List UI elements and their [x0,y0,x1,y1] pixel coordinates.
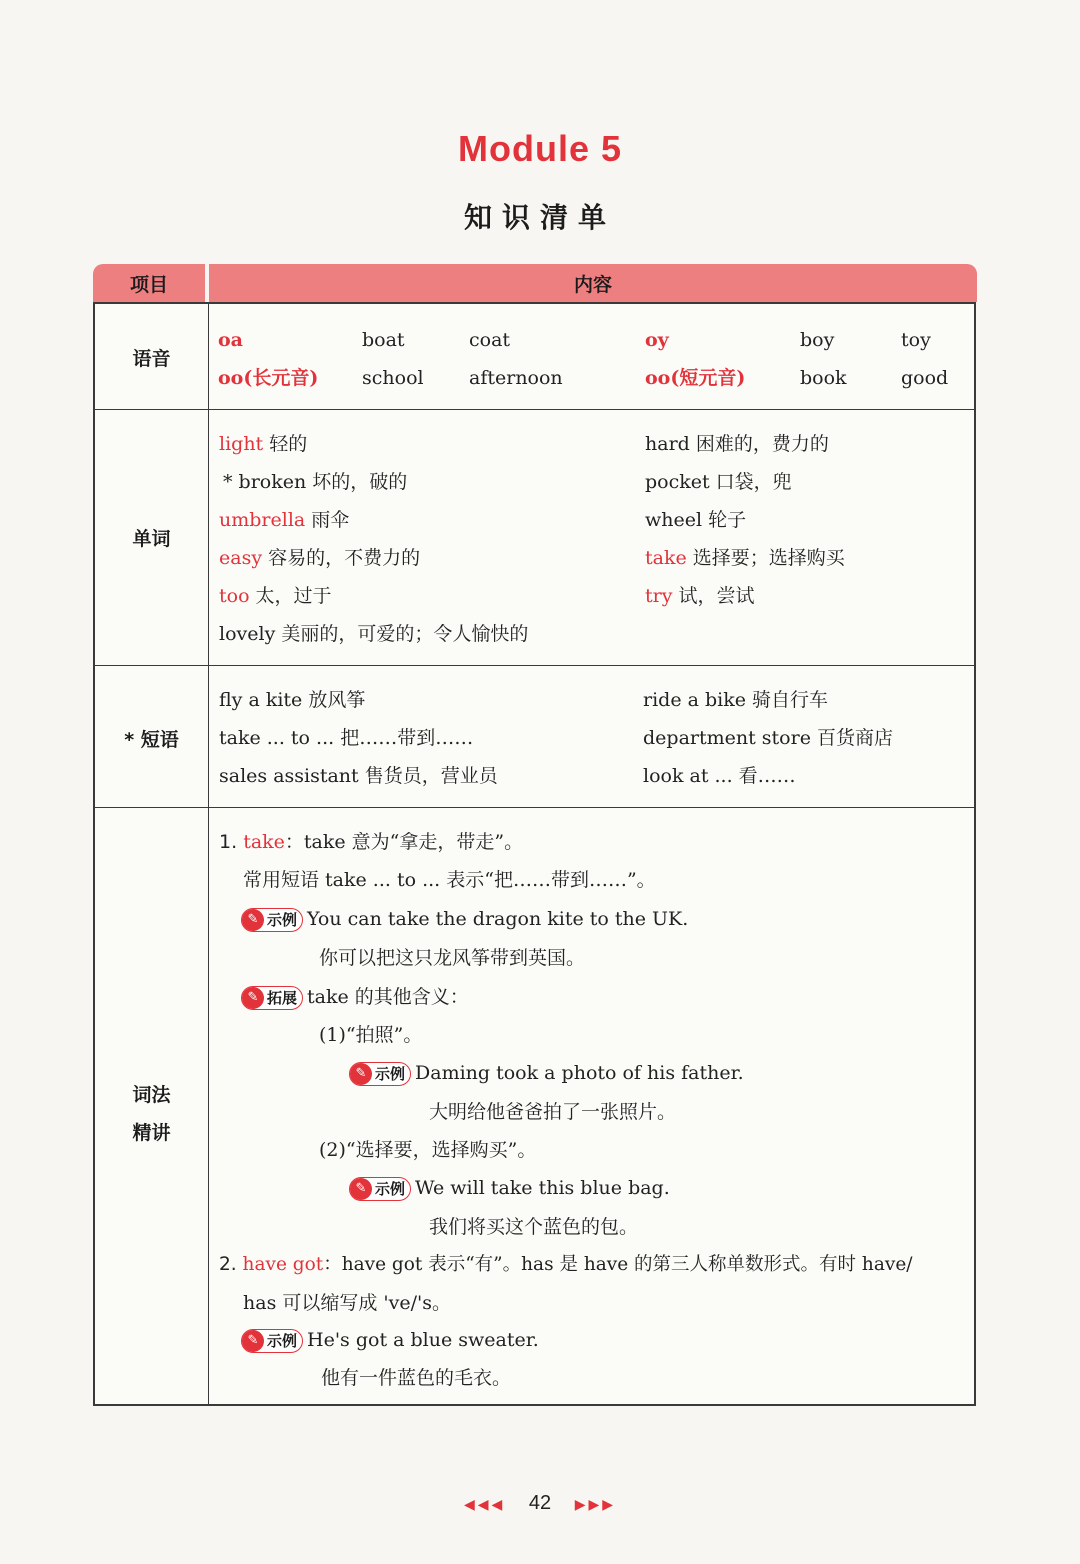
word-entry [645,470,792,494]
phonics-cell: book [800,367,847,389]
phrase-entry: department store 百货商店 [643,727,893,749]
item-keyword: take [243,831,285,853]
example-tag [349,1062,411,1086]
example-english: Daming took a photo of his father. [415,1062,744,1084]
word-entry [219,584,332,608]
word-entry [645,432,829,456]
example-tag-label: 示例 [375,1065,406,1083]
word-entry [645,584,755,608]
extend-line [241,985,469,1010]
header-content-column: 内容 [209,264,977,302]
row-label-grammar-2: 精讲 [132,1122,171,1144]
phonics-cell: oo(长元音) [218,367,319,389]
row-divider [95,665,974,666]
example-english: We will take this blue bag. [415,1177,670,1199]
word-meaning: 口袋，兜 [709,471,792,493]
example-english: You can take the dragon kite to the UK. [307,908,689,930]
phrase-entry: ride a bike 骑自行车 [643,689,829,711]
phonics-cell: afternoon [469,367,563,389]
word-entry [645,508,746,532]
example-chinese: 你可以把这只龙风筝带到英国。 [319,947,586,969]
word-entry [645,546,845,570]
example-chinese: 他有一件蓝色的毛衣。 [321,1367,512,1389]
phonics-cell: good [901,367,949,389]
word-term: umbrella [219,509,306,531]
word-term: * broken [223,471,307,493]
word-entry [223,470,407,494]
grammar-line: 常用短语 take ... to ... 表示“把……带到……”。 [243,869,656,891]
phonics-cell: oa [218,329,243,351]
word-term: try [645,585,673,607]
word-meaning: 试，尝试 [672,585,755,607]
example-chinese: 我们将买这个蓝色的包。 [429,1216,639,1238]
word-meaning: 选择要；选择购买 [686,547,845,569]
knowledge-table [93,302,976,1406]
row-label-phrases: * 短语 [124,729,179,751]
word-entry [219,432,307,456]
phonics-cell: school [362,367,424,389]
phrase-entry: sales assistant 售货员，营业员 [219,765,498,787]
pencil-icon: ✎ [350,1063,372,1085]
word-entry [219,622,528,646]
pencil-icon: ✎ [242,1330,264,1352]
example-tag-label: 示例 [375,1180,406,1198]
word-entry [219,546,420,570]
phonics-cell: toy [901,329,931,351]
grammar-line: has 可以缩写成 've/'s。 [243,1292,451,1314]
phrase-entry: fly a kite 放风筝 [219,689,366,711]
sub-meaning: (2)“选择要，选择购买”。 [319,1139,537,1161]
word-term: lovely [219,623,276,645]
grammar-item-1-title [219,830,523,854]
item-number: 2. [219,1254,237,1275]
word-meaning: 困难的，费力的 [689,433,829,455]
example-tag [349,1177,411,1201]
example-tag-label: 示例 [267,1332,298,1350]
header-item-column: 项目 [93,264,205,302]
example-tag [241,908,303,932]
extend-tag-label: 拓展 [267,989,298,1007]
word-meaning: 轻的 [263,433,308,455]
example-tag [241,1329,303,1353]
pencil-icon: ✎ [242,987,264,1009]
word-term: wheel [645,509,703,531]
extend-text: take 的其他含义： [307,986,469,1008]
row-divider [95,409,974,410]
word-meaning: 太，过于 [249,585,332,607]
word-term: light [219,433,264,455]
word-term: pocket [645,471,710,493]
phonics-cell: oo(短元音) [645,367,746,389]
pencil-icon: ✎ [350,1178,372,1200]
row-label-phonics: 语音 [132,348,171,370]
word-term: easy [219,547,263,569]
module-title: Module 5 [457,128,622,169]
example-line [349,1176,670,1201]
phrase-entry: take ... to ... 把……带到…… [219,727,474,749]
word-meaning: 美丽的，可爱的；令人愉快的 [275,623,529,645]
example-chinese: 大明给他爸爸拍了一张照片。 [429,1101,677,1123]
extend-tag [241,986,303,1010]
example-tag-label: 示例 [267,911,298,929]
item-keyword: have got [242,1254,324,1275]
pencil-icon: ✎ [242,909,264,931]
word-meaning: 坏的，破的 [306,471,408,493]
column-divider [208,304,209,1404]
example-line [349,1061,744,1086]
word-meaning: 容易的，不费力的 [262,547,421,569]
example-line [241,1328,539,1353]
word-term: take [645,547,687,569]
sub-meaning: (1)“拍照”。 [319,1024,423,1046]
page-footer [0,1492,1080,1515]
example-english: He's got a blue sweater. [307,1329,539,1351]
word-meaning: 雨伞 [305,509,350,531]
word-term: too [219,585,250,607]
word-entry [219,508,349,532]
phrase-entry: look at ... 看…… [643,765,796,787]
phonics-cell: oy [645,329,669,351]
word-term: hard [645,433,690,455]
phonics-cell: coat [469,329,511,351]
item-text: ：have got 表示“有”。has 是 have 的第三人称单数形式。有时 have/ [323,1254,913,1275]
item-number: 1. [219,831,238,853]
phonics-cell: boy [800,329,835,351]
page-number: 42 [528,1492,552,1514]
row-divider [95,807,974,808]
row-label-words: 单词 [132,528,171,550]
grammar-item-2-title [219,1253,913,1277]
word-meaning: 轮子 [702,509,747,531]
left-arrows-icon: ◀◀◀ [464,1496,506,1512]
row-label-grammar-1: 词法 [132,1084,171,1106]
example-line [241,907,688,932]
phonics-cell: boat [362,329,405,351]
item-text: ：take 意为“拿走，带走”。 [284,831,524,853]
right-arrows-icon: ▶▶▶ [574,1496,616,1512]
page-subtitle: 知识清单 [463,201,616,234]
